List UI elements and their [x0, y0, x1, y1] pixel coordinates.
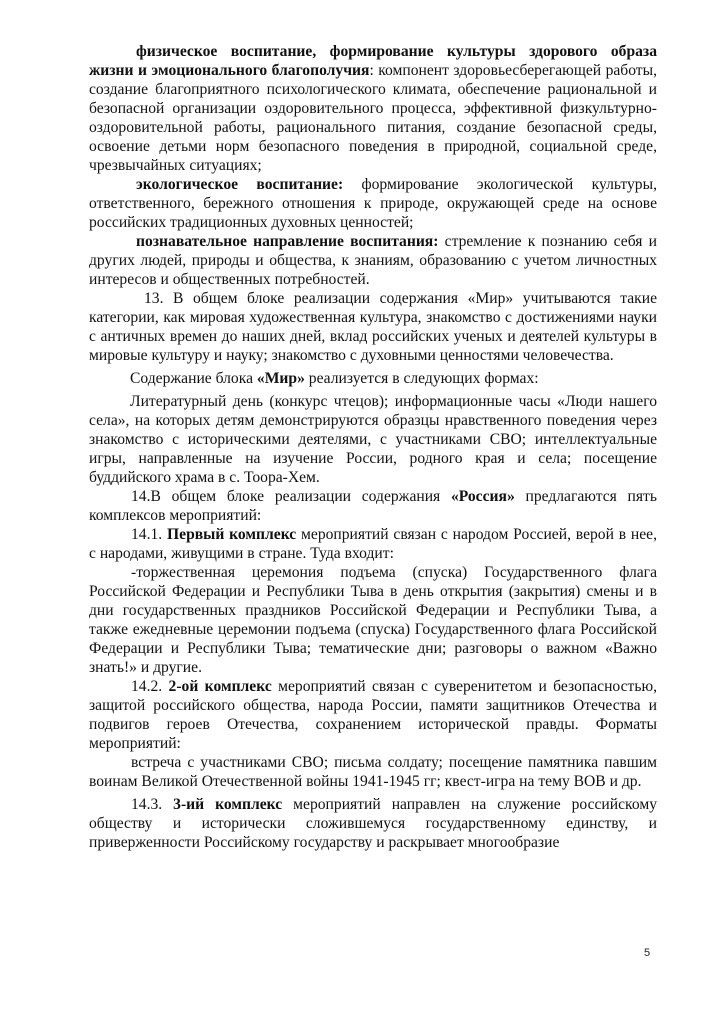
paragraph-mir-forms: [89, 369, 657, 388]
paragraph-text-before: 14.1.: [131, 526, 168, 543]
paragraph-text: мероприятий направлен на служение российскому обществу и исторически сложившемуся государственному единству, и приверженности Российскому государству и раскрывает многообразие: [89, 796, 657, 851]
paragraph-14-3: [89, 795, 657, 852]
paragraph-heading: «Мир»: [256, 370, 305, 387]
paragraph-heading: физическое воспитание, формирование культуры здорового образа жизни и эмоционального благополучия: [89, 43, 657, 79]
paragraph-physical-education: [89, 42, 657, 175]
paragraph-cognitive-education: [89, 232, 657, 289]
paragraph-text-before: 14.3.: [131, 796, 174, 813]
paragraph-text: 13. В общем блоке реализации содержания «Мир» учитываются такие категории, как мировая художественная культура, знакомство с достижениями науки с античных времен до наших дней, вклад российских ученых и деятелей культуры в мировые культуру и науку; знакомство с духовными ценностями человечества.: [89, 290, 657, 364]
paragraph-text: мероприятий связан с суверенитетом и безопасностью, защитой российского общества, народа России, памяти защитников Отечества и подвигов героев Отечества, сохранением исторической правды. Форматы мероприятий:: [89, 678, 657, 752]
paragraph-text: формирование экологической культуры, ответственного, бережного отношения к природе, окружающей среде на основе российских традиционных духовных ценностей;: [89, 176, 657, 231]
paragraph-14-russia: [89, 487, 657, 525]
paragraph-text: -торжественная церемония подъема (спуска) Государственного флага Российской Федерации и Республики Тыва в день открытия (закрытия) смены и в дни государственных праздников Российской Федерации и Республики Тыва, а также ежедневные церемонии подъема (спуска) Государственного флага Российской Федерации и Республики Тыва; тематические дни; разговоры о важном «Важно знать!» и другие.: [89, 564, 657, 676]
paragraph-heading: экологическое воспитание:: [136, 176, 344, 193]
document-body: [89, 42, 657, 852]
paragraph-text-before: 14.2.: [131, 678, 169, 695]
paragraph-text-before: 14.В общем блоке реализации содержания: [131, 488, 451, 505]
paragraph-text: реализуется в следующих формах:: [304, 370, 539, 387]
paragraph-text: встреча с участниками СВО; письма солдату; посещение памятника павшим воинам Великой Отечественной войны 1941-1945 гг; квест-игра на тему ВОВ и др.: [89, 754, 657, 790]
paragraph-13-mir: [89, 289, 657, 365]
paragraph-heading: 2-ой комплекс: [168, 678, 272, 695]
paragraph-heading: Первый комплекс: [167, 526, 297, 543]
paragraph-heading: «Россия»: [450, 488, 515, 505]
paragraph-heading: познавательное направление воспитания:: [136, 233, 439, 250]
paragraph-flag-ceremony: [89, 563, 657, 677]
paragraph-text: : компонент здоровьесберегающей работы, создание благоприятного психологического климата, обеспечение рациональной и безопасной организации оздоровительного процесса, эффективной физкультурно-оздоровительной работы, рационального питания, создание безопасной среды, освоение детьми норм безопасного поведения в природной, социальной среде, чрезвычайных ситуациях;: [89, 62, 657, 174]
paragraph-svo-meeting: [89, 753, 657, 791]
paragraph-14-1: [89, 525, 657, 563]
paragraph-text: мероприятий связан с народом Россией, верой в нее, с народами, живущими в стране. Туда входит:: [89, 526, 658, 562]
paragraph-literary-day: [89, 392, 657, 487]
paragraph-text: предлагаются пять комплексов мероприятий:: [89, 488, 657, 524]
paragraph-heading: 3-ий комплекс: [173, 796, 283, 813]
paragraph-14-2: [89, 677, 657, 753]
page-number: 5: [644, 947, 651, 959]
paragraph-text: стремление к познанию себя и других людей, природы и общества, к знаниям, образованию с учетом личностных интересов и общественных потребностей.: [89, 233, 657, 288]
paragraph-text: Литературный день (конкурс чтецов); информационные часы «Люди нашего села», на которых детям демонстрируются образцы нравственного поведения через знакомство с историческими деятелями, с участниками СВО; интеллектуальные игры, направленные на изучение России, родного края и села; посещение буддийского храма в с. Тоора-Хем.: [89, 393, 657, 486]
paragraph-text-before: Содержание блока: [130, 370, 257, 387]
paragraph-ecological-education: [89, 175, 657, 232]
